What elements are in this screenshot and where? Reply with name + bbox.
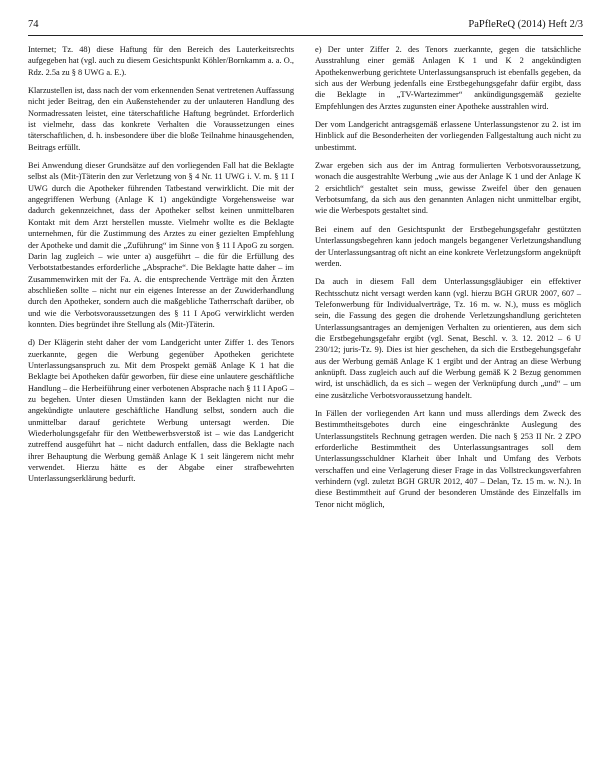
- journal-title: PaPfleReQ (2014) Heft 2/3: [468, 19, 583, 30]
- right-column: [315, 44, 581, 517]
- paragraph: Zwar ergeben sich aus der im Antrag formulierten Verbotsvoraussetzung, wonach die ausgestrahlte Werbung „wie aus der Anlage K 1 und der Anlage K 2 ersichtlich“ gestaltet sein muss, gewisse Zweifel über den genauen Verbotsumfang, da sich aus den genannten Anlagen nicht unmittelbar ergibt, wie die Werbespots gestaltet sind.: [315, 161, 581, 216]
- page-header: [28, 18, 583, 33]
- paragraph: d) Der Klägerin steht daher der vom Landgericht unter Ziffer 1. des Tenors zuerkannte, gegen die Werbung gegenüber Apotheken gerichtete Unterlassungsanspruch zu. Mit dem Prospekt gemäß Anlage K 1 hat die Beklagte bei Apotheken dafür geworben, für diese eine unlautere geschäftliche Handlung – die Herbeiführung einer verbotenen Absprache nach § 11 I ApoG – zu begehen. Unter diesen Umständen kann der Beklagten nicht nur die angekündigte unlautere geschäftliche Handlung selbst, sondern auch die unmittelbar darauf gerichtete Werbung untersagt werden. Die Wiederholungsgefahr für den Wettbewerbsverstoß ist – wie das Landgericht zutreffend ausgeführt hat – nicht dadurch entfallen, dass die Beklagte nach ihrer Behauptung die Werbung gemäß Anlage K 1 seit längerem nicht mehr verwendet. Hierzu hätte es der Abgabe einer strafbewehrten Unterlassungserklärung bedurft.: [28, 338, 294, 484]
- paragraph: Klarzustellen ist, dass nach der vom erkennenden Senat vertretenen Auffassung nicht jeder Beitrag, den ein Außenstehender zu der unlauteren Handlung des Normadressaten leistet, eine täterschaftliche Haftung begründet. Erforderlich ist vielmehr, dass das konkrete Verhalten die Voraussetzungen eines täterschaftlichen, d. h. insbesondere über die bloße Teilnahme hinausgehenden, Beitrags erfüllt.: [28, 86, 294, 152]
- paragraph: Internet; Tz. 48) diese Haftung für den Bereich des Lauterkeitsrechts aufgegeben hat (vgl. auch zu diesem Gesichtspunkt Köhler/Bornkamm a. a. O., Rdz. 2.5a zu § 8 UWG a. E.).: [28, 45, 294, 77]
- paragraph: e) Der unter Ziffer 2. des Tenors zuerkannte, gegen die tatsächliche Ausstrahlung einer gemäß Anlagen K 1 und K 2 angekündigten Apothekenwerbung gerichtete Unterlassungsanspruch ist ebenfalls gegeben, da sich aus der Werbung jedenfalls eine Erstbegehungsgefahr dafür ergibt, dass die Beklagte in „TV-Wartezimmer“ ankündigungsgemäß gezielte Empfehlungen des Arztes zugunsten einer Apotheke ausstrahlen wird.: [315, 45, 581, 111]
- paragraph: Bei einem auf den Gesichtspunkt der Erstbegehungsgefahr gestützten Unterlassungsbegehren kann jedoch mangels begangener Verletzungshandlung der Unterlassungsantrag oft nicht an eine konkrete Verletzungsform angeknüpft werden.: [315, 224, 581, 268]
- text-columns: [28, 44, 583, 517]
- paragraph: In Fällen der vorliegenden Art kann und muss allerdings dem Zweck des Bestimmtheitsgebotes durch eine eingeschränkte Auslegung des Unterlassungstitels Rechnung getragen werden. Die nach § 253 II Nr. 2 ZPO erforderliche Bestimmtheit des Unterlassungsantrages soll dem Unterlassungsschuldner Klarheit über Inhalt und Umfang des Verbots verschaffen und eine Verlagerung dieser Frage in das Vollstreckungsverfahren verhindern (vgl. zuletzt BGH GRUR 2012, 407 – Delan, Tz. 15 m. w. N.). In diese Bestimmtheit auf Grund der besonderen Umstände des Einzelfalls im Tenor nicht möglich,: [315, 408, 581, 509]
- left-column: [28, 44, 294, 517]
- paragraph: Bei Anwendung dieser Grundsätze auf den vorliegenden Fall hat die Beklagte selbst als (Mit-)Täterin den zur Verletzung von § 4 Nr. 11 UWG i. V. m. § 11 I UWG durch die Apotheker führenden Tatbestand verwirklicht. Die mit der angegriffenen Werbung (Anlage K 1) angekündigte Vorgehensweise war dadurch gekennzeichnet, dass der Apotheker selbst keinen unmittelbaren Kontakt mit dem Arzt herstellen musste. Vielmehr wollte es die Beklagte unternehmen, für die Zustimmung des Arztes zu einer gezielten Empfehlung der Apotheke und damit die „Zuführung“ im Sinne von § 11 I ApoG zu sorgen. Darin lag zugleich – wie unter a) ausgeführt – die für die Erfüllung des Verbotstatbestandes erforderliche „Absprache“. Die Beklagte hatte daher – im Zusammenwirken mit der Fa. A. die entsprechende Verträge mit den Ärzten abschließen sollte – nicht nur ein eigenes Interesse an der Zuwiderhandlung durch den Apotheker, sondern auch die maßgebliche Tatherrschaft darüber, ob und wie die Verbotsvoraussetzungen des § 11 I ApoG verwirklicht werden konnten. Dies begründet ihre Stellung als (Mit-)Täterin.: [28, 161, 294, 329]
- paragraph: Da auch in diesem Fall dem Unterlassungsgläubiger ein effektiver Rechtsschutz nicht versagt werden kann (vgl. hierzu BGH GRUR 2007, 607 – Telefonwerbung für Individualverträge, Tz. 16 m. w. N.), muss es möglich sein, die Fassung des gegen die drohende Verletzungshandlung gerichteten Unterlassungsantrages an demjenigen Verhalten zu orientieren, aus dem sich die Erstbegehungsgefahr ergibt (vgl. Senat, Beschl. v. 3. 12. 2012 – 6 U 230/12; juris-Tz. 9). Dies ist hier geschehen, da sich die Erstbegehungsgefahr aus der Werbung gemäß Anlage K 1 ergibt und der Antrag an diese Werbung anknüpft. Dass zugleich auch auf die Werbung gemäß K 2 Bezug genommen wird, ist unschädlich, da es sich – wegen der Verknüpfung durch „und“ – um eine zusätzliche Verbotsvoraussetzung handelt.: [315, 277, 581, 400]
- paragraph: Der vom Landgericht antragsgemäß erlassene Unterlassungstenor zu 2. ist im Hinblick auf die Besonderheiten der vorliegenden Fallgestaltung auch nicht zu unbestimmt.: [315, 120, 581, 152]
- header-divider: [28, 35, 583, 36]
- page-number: 74: [28, 19, 39, 30]
